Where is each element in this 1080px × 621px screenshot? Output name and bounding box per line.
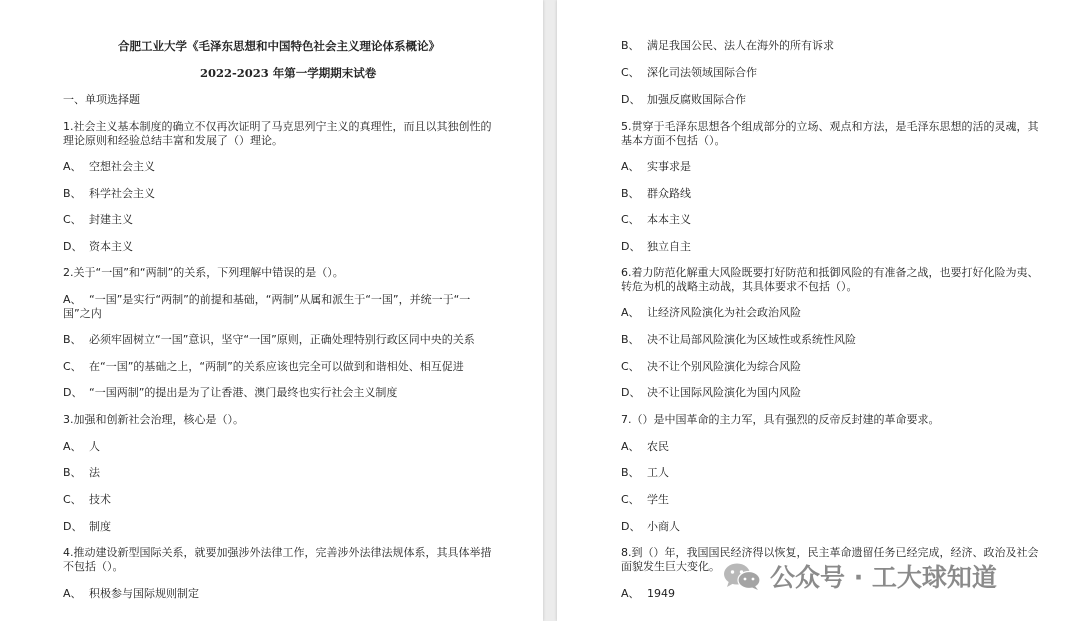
option-2b: B、 必须牢固树立“一国”意识，坚守“一国”原则，正确处理特别行政区同中央的关系 (63, 333, 475, 346)
option-1d: D、 资本主义 (63, 240, 133, 253)
option-5c: C、 本本主义 (621, 213, 691, 226)
option-4a: A、 积极参与国际规则制定 (63, 587, 199, 600)
question-5-stem: 5.贯穿于毛泽东思想各个组成部分的立场、观点和方法，是毛泽东思想的活的灵魂，其基本方面不包括（）。 (621, 120, 1039, 147)
option-5a: A、 实事求是 (621, 160, 691, 173)
exam-title: 合肥工业大学《毛泽东思想和中国特色社会主义理论体系概论》 (118, 39, 440, 53)
document-page-right (557, 0, 1080, 621)
option-2c: C、 在“一国”的基础之上，“两制”的关系应该也完全可以做到和谐相处、相互促进 (63, 360, 464, 373)
option-5b: B、 群众路线 (621, 187, 691, 200)
question-4-stem: 4.推动建设新型国际关系，就要加强涉外法律工作，完善涉外法律法规体系，其具体举措不包括（）。 (63, 546, 492, 573)
option-6a: A、 让经济风险演化为社会政治风险 (621, 306, 801, 319)
option-7a: A、 农民 (621, 440, 669, 453)
option-3d: D、 制度 (63, 520, 111, 533)
watermark-text: 公众号 · 工大球知道 (770, 563, 997, 592)
option-7b: B、 工人 (621, 466, 669, 479)
option-8a: A、 1949 (621, 587, 675, 600)
option-2a: A、 “一国”是实行“两制”的前提和基础，“两制”从属和派生于“一国”，并统一于“一国”之内 (63, 293, 471, 320)
question-7-stem: 7.（）是中国革命的主力军，具有强烈的反帝反封建的革命要求。 (621, 413, 940, 426)
option-7c: C、 学生 (621, 493, 669, 506)
option-6b: B、 决不让局部风险演化为区域性或系统性风险 (621, 333, 856, 346)
watermark (722, 558, 997, 594)
option-2d: D、 “一国两制”的提出是为了让香港、澳门最终也实行社会主义制度 (63, 386, 398, 399)
question-6-stem: 6.着力防范化解重大风险既要打好防范和抵御风险的有准备之战，也要打好化险为夷、转危为机的战略主动战，其具体要求不包括（）。 (621, 266, 1039, 293)
option-6d: D、 决不让国际风险演化为国内风险 (621, 386, 801, 399)
section-heading: 一、单项选择题 (63, 93, 140, 106)
question-3-stem: 3.加强和创新社会治理，核心是（）。 (63, 413, 244, 426)
option-4d: D、 加强反腐败国际合作 (621, 93, 746, 106)
wechat-icon (722, 561, 762, 591)
option-3a: A、 人 (63, 440, 100, 453)
exam-subtitle: 2022-2023 年第一学期期末试卷 (200, 66, 377, 80)
option-1b: B、 科学社会主义 (63, 187, 155, 200)
option-4b: B、 满足我国公民、法人在海外的所有诉求 (621, 39, 834, 52)
option-7d: D、 小商人 (621, 520, 680, 533)
option-3b: B、 法 (63, 466, 100, 479)
option-3c: C、 技术 (63, 493, 111, 506)
option-1a: A、 空想社会主义 (63, 160, 155, 173)
option-6c: C、 决不让个别风险演化为综合风险 (621, 360, 801, 373)
option-1c: C、 封建主义 (63, 213, 133, 226)
question-8-stem: 8.到（）年，我国国民经济得以恢复，民主革命遗留任务已经完成，经济、政治及社会面貌发生巨大变化。 (621, 546, 1039, 573)
option-5d: D、 独立自主 (621, 240, 691, 253)
question-2-stem: 2.关于“一国”和“两制”的关系，下列理解中错误的是（）。 (63, 266, 344, 279)
question-1-stem: 1.社会主义基本制度的确立不仅再次证明了马克思列宁主义的真理性，而且以其独创性的理论原则和经验总结丰富和发展了（）理论。 (63, 120, 492, 147)
option-4c: C、 深化司法领域国际合作 (621, 66, 757, 79)
